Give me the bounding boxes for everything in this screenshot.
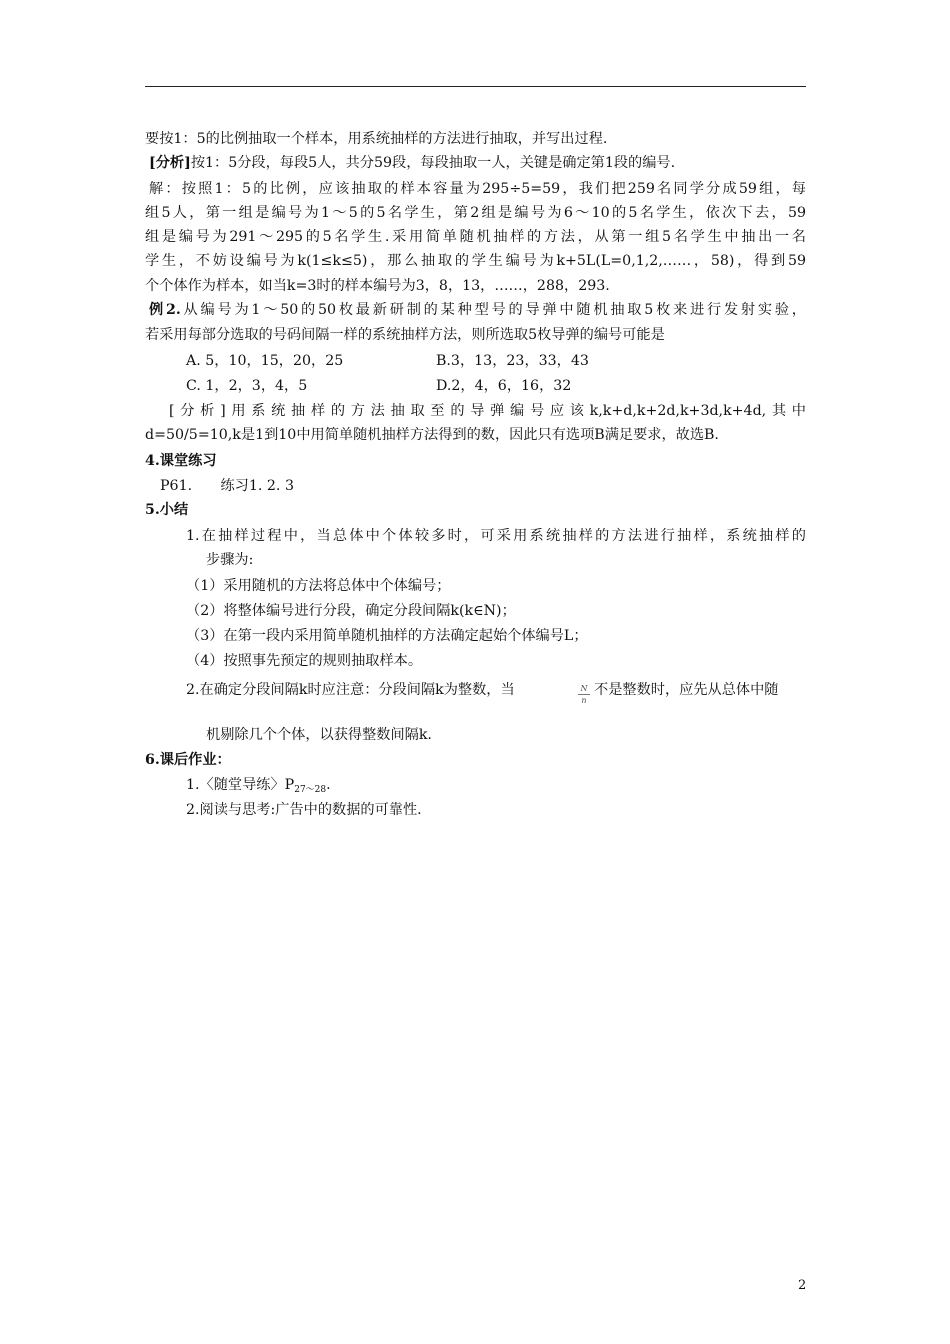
text-line: 个个体作为样本，如当k=3时的样本编号为3，8，13，……，288，293. [145, 278, 610, 294]
example-label: 例2. [149, 302, 181, 318]
step-4: （4）按照事先预定的规则抽取样本。 [186, 653, 423, 669]
fraction-numerator: N [580, 684, 588, 693]
text-line: 2.在确定分段间隔k时应注意：分段间隔k为整数，当 [186, 682, 515, 698]
text-line: 机剔除几个个体，以获得整数间隔k. [206, 727, 432, 743]
text-line: 不是整数时，应先从总体中随 [594, 682, 779, 698]
text-line: 学生，不妨设编号为k(1≤k≤5)，那么抽取的学生编号为k+5L(L=0,1,2,……，58)，得到59 [145, 253, 806, 269]
option-b: B.3，13，23，33，43 [436, 353, 589, 369]
header-rule [145, 86, 806, 87]
text-line: 组是编号为291～295的5名学生.采用简单随机抽样的方法，从第一组5名学生中抽出一名 [145, 229, 806, 245]
text-line: 1.在抽样过程中，当总体中个体较多时，可采用系统抽样的方法进行抽样，系统抽样的 [186, 528, 806, 544]
homework-1-text: 1.〈随堂导练〉P [186, 777, 295, 793]
option-d: D.2，4，6，16，32 [436, 378, 572, 394]
text-line [149, 153, 675, 173]
homework-1 [186, 775, 331, 800]
homework-2: 2.阅读与思考:广告中的数据的可靠性. [186, 802, 422, 818]
text-line: 步骤为: [206, 552, 254, 568]
analysis-label: [分析] [149, 155, 191, 171]
step-2: （2）将整体编号进行分段，确定分段间隔k(k∈N)； [186, 603, 516, 619]
step-3: （3）在第一段内采用简单随机抽样的方法确定起始个体编号L； [186, 628, 588, 644]
section-heading-5: 5.小结 [145, 502, 189, 518]
example-2-line [145, 300, 806, 320]
text-line: d=50/5=10,k是1到10中用简单随机抽样方法得到的数，因此只有选项B满足要求，故选B. [145, 427, 719, 443]
step-1: （1）采用随机的方法将总体中个体编号； [186, 578, 451, 594]
example-text: 从编号为1～50的50枚最新研制的某种型号的导弹中随机抽取5枚来进行发射实验， [180, 302, 806, 318]
fraction-denominator: n [581, 696, 587, 705]
text-line: 若采用每部分选取的号码间隔一样的系统抽样方法，则所选取5枚导弹的编号可能是 [145, 327, 665, 343]
page-range-subscript: 27～28 [294, 785, 327, 795]
homework-1-end: . [326, 777, 331, 793]
analysis-text: 按1：5分段，每段5人，共分59段，每段抽取一人，关键是确定第1段的编号. [190, 155, 676, 171]
text-line: P61. 练习1. 2. 3 [160, 478, 294, 494]
option-c: C. 1，2，3，4，5 [186, 378, 308, 394]
fraction-n-over-n [578, 684, 590, 705]
text-line: 解：按照1：5的比例，应该抽取的样本容量为295÷5=59，我们把259名同学分成59组，每 [149, 181, 806, 197]
text-line: 组5人，第一组是编号为1～5的5名学生，第2组是编号为6～10的5名学生，依次下去，59 [145, 205, 806, 221]
section-heading-4: 4.课堂练习 [145, 453, 217, 469]
page-number: 2 [798, 1278, 807, 1293]
section-heading-6: 6.课后作业： [145, 752, 231, 768]
text-line: 要按1：5的比例抽取一个样本，用系统抽样的方法进行抽取，并写出过程. [145, 131, 608, 147]
text-line: [分析]用系统抽样的方法抽取至的导弹编号应该k,k+d,k+2d,k+3d,k+4d,其中 [169, 403, 806, 419]
option-a: A. 5，10，15，20，25 [186, 353, 344, 369]
